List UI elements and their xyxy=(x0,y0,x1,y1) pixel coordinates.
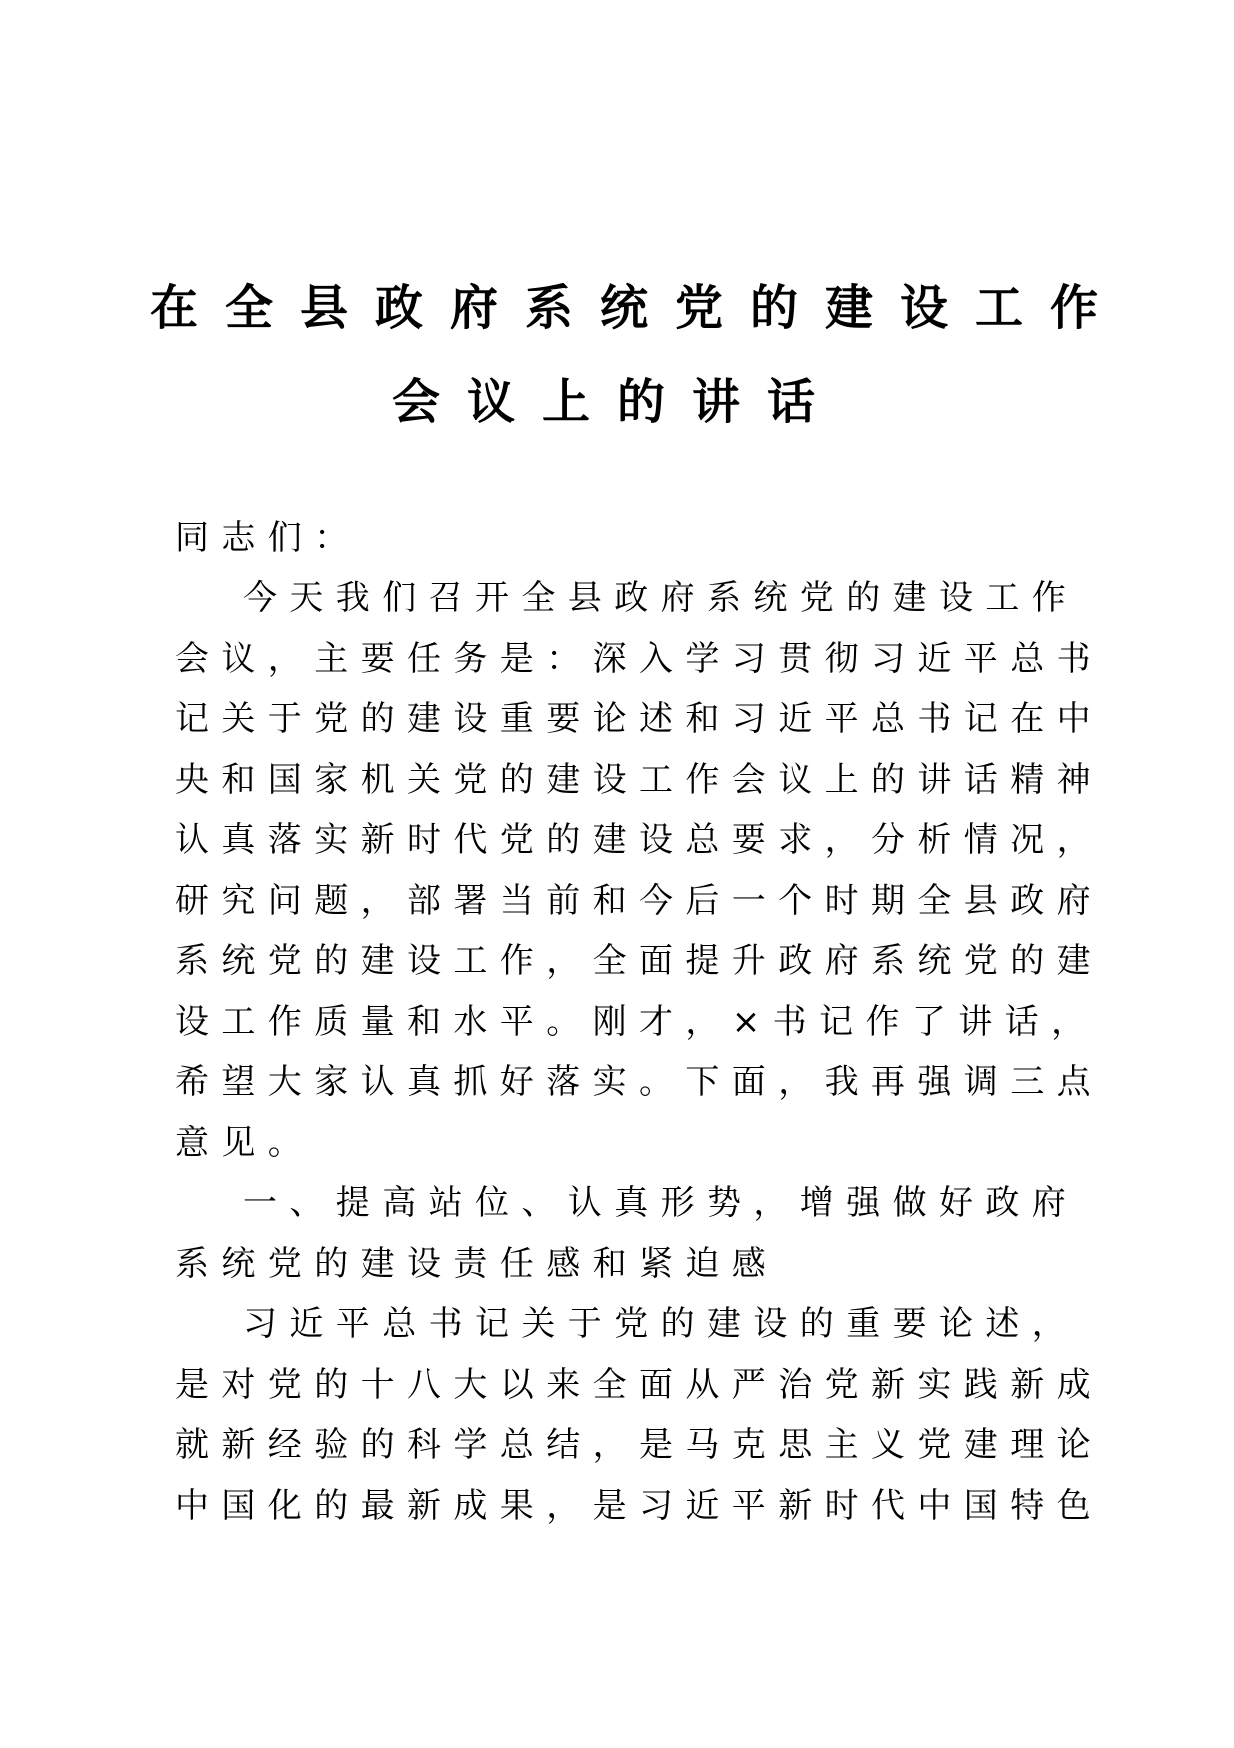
paragraph-1 xyxy=(175,568,1103,1173)
paragraph-1-line: 记关于党的建设重要论述和习近平总书记在中 xyxy=(175,699,1103,739)
section-heading-1 xyxy=(175,1173,1079,1294)
salutation xyxy=(175,508,1065,569)
paragraph-1-line: 认真落实新时代党的建设总要求，分析情况， xyxy=(175,820,1103,860)
section-heading-1-line: 系统党的建设责任感和紧迫感 xyxy=(175,1243,779,1284)
document-title-line-1: 在全县政府系统党的建设工作 xyxy=(150,280,1126,336)
paragraph-2-line: 习近平总书记关于党的建设的重要论述， xyxy=(243,1304,1079,1344)
salutation-text: 同志们： xyxy=(175,518,361,558)
paragraph-1-line: 希望大家认真抓好落实。下面，我再强调三点 xyxy=(175,1062,1103,1102)
paragraph-1-line: 今天我们召开全县政府系统党的建设工作 xyxy=(243,578,1079,618)
paragraph-1-line: 意见。 xyxy=(175,1122,315,1163)
paragraph-1-line: 央和国家机关党的建设工作会议上的讲话精神 xyxy=(175,759,1103,800)
section-heading-1-line: 一、提高站位、认真形势，增强做好政府 xyxy=(243,1183,1079,1223)
paragraph-1-line: 研究问题，部署当前和今后一个时期全县政府 xyxy=(175,880,1103,921)
paragraph-1-line: 会议，主要任务是：深入学习贯彻习近平总书 xyxy=(175,638,1103,679)
document-title-line-2: 会议上的讲话 xyxy=(391,374,842,430)
paragraph-2-line: 就新经验的科学总结，是马克思主义党建理论 xyxy=(175,1425,1103,1465)
paragraph-1-line: 系统党的建设工作，全面提升政府系统党的建 xyxy=(175,941,1103,981)
paragraph-1-line: 设工作质量和水平。刚才，×书记作了讲话， xyxy=(175,1001,1098,1042)
paragraph-2-line: 中国化的最新成果，是习近平新时代中国特色 xyxy=(175,1485,1103,1526)
paragraph-2 xyxy=(175,1294,1103,1536)
paragraph-2-line: 是对党的十八大以来全面从严治党新实践新成 xyxy=(175,1364,1103,1405)
